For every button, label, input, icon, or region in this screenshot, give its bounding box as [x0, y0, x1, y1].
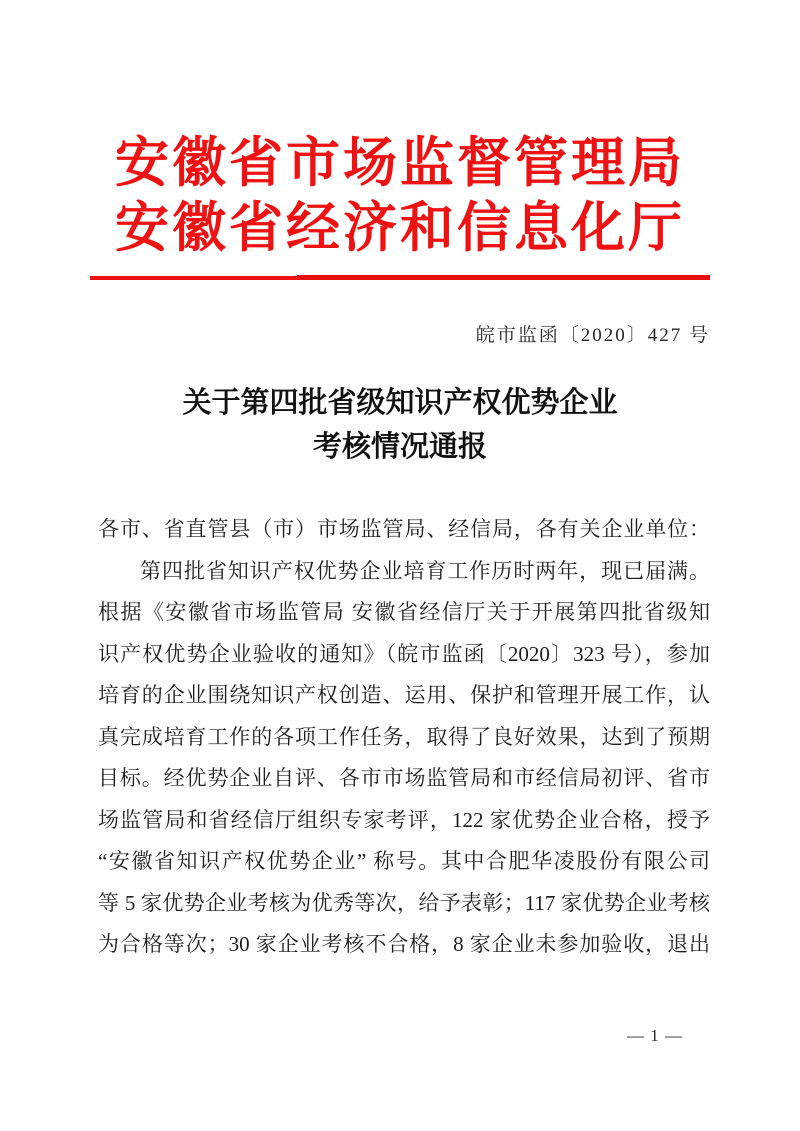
body-line: 目标。经优势企业自评、各市市场监管局和市经信局初评、省市	[98, 766, 710, 790]
page-number: — 1 —	[627, 1026, 683, 1045]
agency-name-line1: 安徽省市场监督管理局	[115, 133, 685, 193]
body-line: 场监管局和省经信厅组织专家考评，122 家优势企业合格，授予	[98, 807, 710, 832]
document-reference-number: 皖市监函〔2020〕427 号	[475, 325, 710, 346]
body-line: 培育的企业围绕知识产权创造、运用、保护和管理开展工作，认	[98, 683, 710, 707]
document-title-line2: 考核情况通报	[312, 431, 487, 463]
red-divider-line-overlap	[297, 275, 710, 280]
document-body	[98, 509, 710, 966]
body-line: 根据《安徽省市场监管局 安徽省经信厅关于开展第四批省级知	[98, 600, 710, 624]
body-line: 为合格等次；30 家企业考核不合格，8 家企业未参加验收，退出	[98, 932, 710, 956]
document-title-line1: 关于第四批省级知识产权优势企业	[182, 387, 618, 419]
body-line: “安徽省知识产权优势企业” 称号。其中合肥华凌股份有限公司	[98, 849, 710, 873]
issuing-agency-letterhead	[90, 131, 710, 261]
agency-name-line2: 安徽省经济和信息化厅	[115, 198, 685, 258]
body-line: 真完成培育工作的各项工作任务，取得了良好效果，达到了预期	[98, 724, 710, 749]
document-title	[90, 381, 710, 469]
salutation-line: 各市、省直管县（市）市场监管局、经信局，各有关企业单位：	[98, 517, 710, 541]
body-line: 第四批省知识产权优势企业培育工作历时两年，现已届满。	[140, 558, 710, 583]
body-line: 识产权优势企业验收的通知》（皖市监函〔2020〕323 号），参加	[98, 641, 710, 666]
body-line: 等 5 家优势企业考核为优秀等次，给予表彰；117 家优势企业考核	[98, 890, 710, 915]
